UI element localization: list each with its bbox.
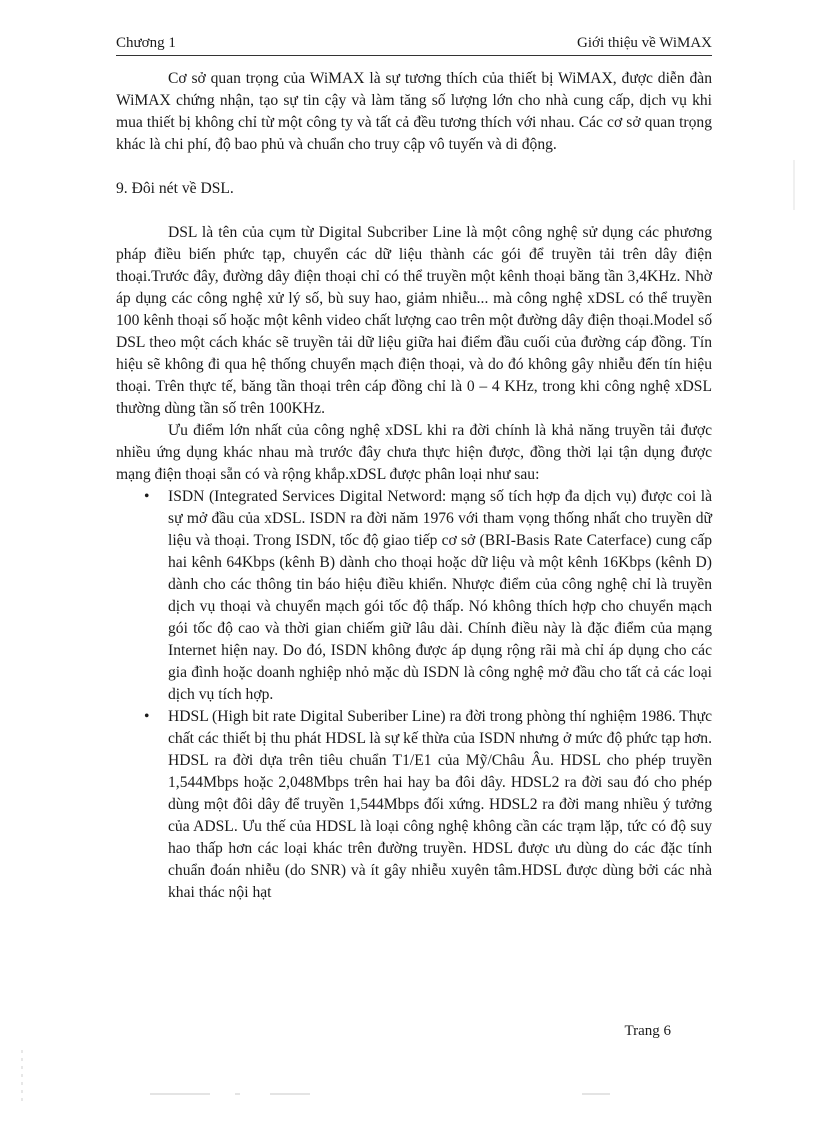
list-item-text: HDSL (High bit rate Digital Suberiber Line) ra đời trong phòng thí nghiệm 1986. Thực chất các thiết bị thu phát HDSL là sự kế thừa của ISDN nhưng ở mức độ phức tạp hơn. HDSL ra đời dựa trên tiêu chuẩn T1/E1 của Mỹ/Châu Âu. HDSL cho phép truyền 1,544Mbps hoặc 2,048Mbps trên hai hay ba đôi dây. HDSL2 ra đời sau đó cho phép dùng một đôi dây để truyền 1,544Mbps đối xứng. HDSL2 ra đời mang nhiều ý tưởng của ADSL. Ưu thế của HDSL là loại công nghệ không cần các trạm lặp, tức có độ suy hao thấp hơn các loại khác trên đường truyền. HDSL được ưu dùng do các đặc tính chuẩn đoán nhiễu (do SNR) và ít gây nhiễu xuyên tâm.HDSL được dùng bởi các nhà khai thác nội hạt bbox=[168, 708, 712, 901]
section-heading: 9. Đôi nét về DSL. bbox=[116, 180, 234, 197]
list-item-text: ISDN (Integrated Services Digital Netword: mạng số tích hợp đa dịch vụ) được coi là sự mở đầu của xDSL. ISDN ra đời năm 1976 với tham vọng thống nhất cho truyền dữ liệu và thoại. Trong ISDN, tốc độ giao tiếp cơ sở (BRI-Basis Rate Caterface) cung cấp hai kênh 64Kbps (kênh B) dành cho thoại hoặc dữ liệu và một kênh 16Kbps (kênh D) dành cho các thông tin báo hiệu điều khiển. Nhược điểm của công nghệ chỉ là truyền dịch vụ thoại và chuyển mạch gói tốc độ thấp. Nó không thích hợp cho chuyển mạch gói tốc độ cao và thời gian chiếm giữ lâu dài. Chính điều này là đặc điểm của mạng Internet hiện nay. Do đó, ISDN không được áp dụng rộng rãi mà chỉ áp dụng cho các gia đình hoặc doanh nghiệp nhỏ mặc dù ISDN là công nghệ mở đầu cho tất cả các loại dịch vụ tích hợp. bbox=[168, 488, 712, 703]
chapter-label: Chương 1 bbox=[116, 35, 176, 51]
dsl-intro-paragraph: DSL là tên của cụm từ Digital Subcriber Line là một công nghệ sử dụng các phương pháp điều biến phức tạp, chuyển các dữ liệu thành các gói để truyền tải trên dây điện thoại.Trước đây, đường dây điện thoại chỉ có thể truyền một kênh thoại băng tần 3,4KHz. Nhờ áp dụng các công nghệ xử lý số, bù suy hao, giảm nhiễu... mà công nghệ xDSL có thể truyền 100 kênh thoại số hoặc một kênh video chất lượng cao trên một đường dây điện thoại.Model số DSL theo một cách khác sẽ truyền tải dữ liệu giữa hai điểm đầu cuối của đường cáp đồng. Tín hiệu sẽ không đi qua hệ thống chuyển mạch điện thoại, và do đó không gây nhiễu đến tín hiệu thoại. Trên thực tế, băng tần thoại trên cáp đồng chỉ là 0 – 4 KHz, trong khi công nghệ xDSL thường dùng tần số trên 100KHz. bbox=[116, 224, 712, 417]
intro-paragraph: Cơ sở quan trọng của WiMAX là sự tương thích của thiết bị WiMAX, được diễn đàn WiMAX chứng nhận, tạo sự tin cậy và làm tăng số lượng lớn cho nhà cung cấp, dịch vụ khi mua thiết bị không chỉ từ một công ty và tất cả đều tương thích với nhau. Các cơ sở quan trọng khác là chi phí, độ bao phủ và chuẩn cho truy cập vô tuyến và di động. bbox=[116, 70, 712, 153]
bullet-icon: • bbox=[144, 708, 150, 725]
list-item-hdsl bbox=[116, 706, 712, 904]
document-title: Giới thiệu về WiMAX bbox=[577, 35, 712, 51]
dsl-type-list bbox=[116, 486, 712, 904]
advantage-paragraph: Ưu điểm lớn nhất của công nghệ xDSL khi ra đời chính là khả năng truyền tải được nhiều ứng dụng khác nhau mà trước đây chưa thực hiện được, đồng thời lại tận dụng được mạng điện thoại sẵn có và rộng khắp.xDSL được phân loại như sau: bbox=[116, 422, 712, 483]
bullet-icon: • bbox=[144, 488, 150, 505]
page-header bbox=[116, 33, 712, 56]
page-number: Trang 6 bbox=[624, 1023, 671, 1039]
list-item-isdn bbox=[116, 486, 712, 706]
page-body bbox=[116, 68, 712, 904]
